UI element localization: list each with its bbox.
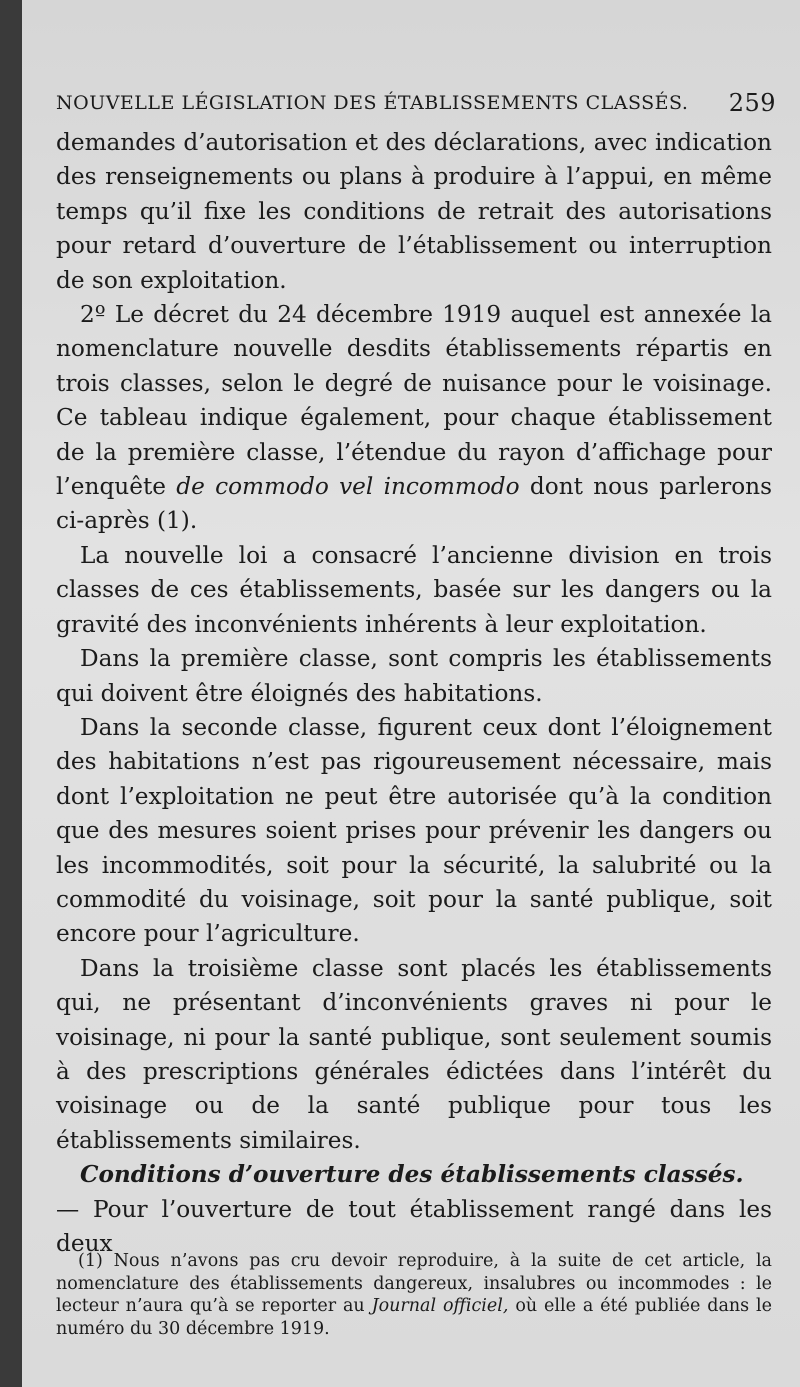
italic-phrase: de commodo vel incommodo [176, 473, 520, 501]
paragraph [56, 298, 772, 539]
main-text [56, 126, 772, 1261]
section-heading: Conditions d’ouverture des établissements classés. [80, 1161, 744, 1189]
italic-phrase: Journal officiel, [371, 1296, 509, 1316]
text-run: (1) Nous n’avons pas cru devoir reproduire, à la suite de cet article, la nomenclature des établissements dangereux, insalubres ou incommodes : le lecteur n’aura qu’à se reporter au [56, 1251, 772, 1316]
running-header [56, 89, 776, 117]
text-run: dont nous parlerons ci-après (1). [56, 473, 772, 535]
footnote [56, 1250, 772, 1340]
paragraph: Dans la première classe, sont compris les établissements qui doivent être éloignés des habitations. [56, 645, 772, 707]
header-title: NOUVELLE LÉGISLATION DES ÉTABLISSEMENTS CLASSÉS. [56, 92, 689, 114]
footnote-text [56, 1250, 772, 1340]
paragraph: demandes d’autorisation et des déclarations, avec indication des renseignements ou plans à produire à l’appui, en même temps qu’il fixe les conditions de retrait des autorisations pour retard d’ouverture de l’établissement ou interruption de son exploitation. [56, 129, 772, 294]
text-run: où elle a été publiée dans le numéro du 30 décembre 1919. [56, 1296, 772, 1339]
paragraph [56, 1158, 772, 1192]
paragraph: La nouvelle loi a consacré l’ancienne division en trois classes de ces établissements, basée sur les dangers ou la gravité des inconvénients inhérents à leur exploitation. [56, 541, 772, 638]
paragraph: — Pour l’ouverture de tout établissement rangé dans les deux [56, 1195, 772, 1257]
page-number: 259 [728, 89, 776, 117]
scanned-page [22, 0, 800, 1387]
text-run: 2º Le décret du 24 décembre 1919 auquel est annexée la nomenclature nouvelle desdits établissements répartis en trois classes, selon le degré de nuisance pour le voisinage. Ce tableau indique également, pour chaque établissement de la première classe, l’étendue du rayon d’affichage pour l’enquête [56, 301, 772, 501]
paragraph: Dans la seconde classe, figurent ceux dont l’éloignement des habitations n’est pas rigoureusement nécessaire, mais dont l’exploitation ne peut être autorisée qu’à la condition que des mesures soient prises pour prévenir les dangers ou les incommodités, soit pour la sécurité, la salubrité ou la commodité du voisinage, soit pour la santé publique, soit encore pour l’agriculture. [56, 713, 772, 948]
paragraph: Dans la troisième classe sont placés les établissements qui, ne présentant d’inconvénients graves ni pour le voisinage, ni pour la santé publique, sont seulement soumis à des prescriptions générales édictées dans l’intérêt du voisinage ou de la santé publique pour tous les établissements similaires. [56, 954, 772, 1154]
